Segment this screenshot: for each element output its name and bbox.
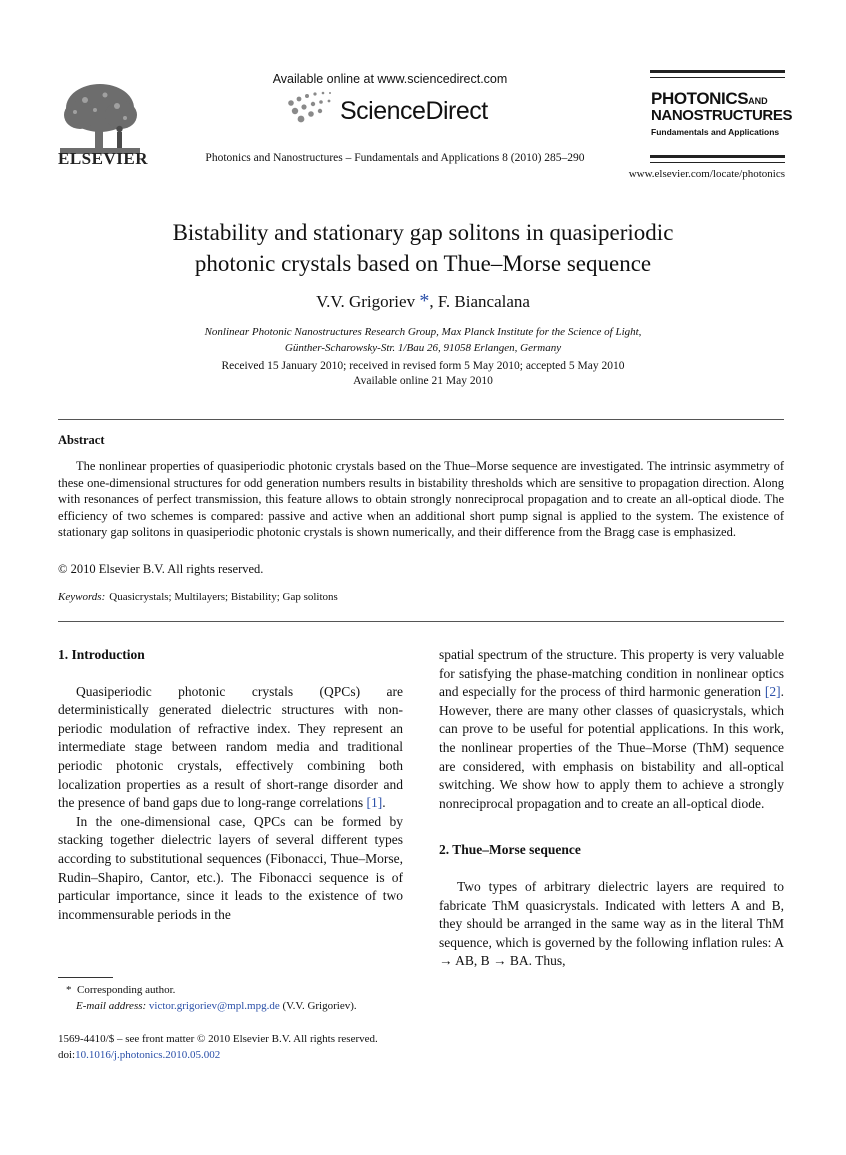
author-name: V.V. Grigoriev <box>316 292 416 311</box>
journal-citation: Photonics and Nanostructures – Fundamentals and Applications 8 (2010) 285–290 <box>205 152 585 164</box>
abstract-heading: Abstract <box>58 433 105 447</box>
email-link[interactable]: victor.grigoriev@mpl.mpg.de <box>148 999 280 1012</box>
keywords: Keywords: Quasicrystals; Multilayers; Bistability; Gap solitons <box>58 591 338 603</box>
journal-logo-rule <box>650 77 785 78</box>
journal-logo-rule <box>650 70 785 73</box>
author-list: V.V. Grigoriev *, F. Biancalana <box>316 290 530 312</box>
right-column <box>439 646 784 971</box>
abstract-body: The nonlinear properties of quasiperiodic photonic crystals based on the Thue–Morse sequence are investigated. The intrinsic asymmetry of these one-dimensional structures for odd generation numbers results in bistability thresholds which are sensitive to propagation direction. Along with resonances of perfect transmission, this feature allows to obtain strongly nonreciprocal propagation and to create an all-optical diode. The efficiency of two schemes is compared: passive and active when an additional short pump signal is applied to the system. The existence of stationary gap solitons in quasiperiodic photonic crystals is shown numerically, and their difference from the Bragg case is emphasized. <box>58 459 784 540</box>
author-name: F. Biancalana <box>437 292 530 311</box>
journal-logo-rule <box>650 155 785 158</box>
journal-logo-line1: PHOTONICSAND <box>651 89 768 108</box>
corresponding-author-marker[interactable]: * <box>419 290 430 312</box>
journal-logo-rule <box>650 162 785 163</box>
paragraph: In the one-dimensional case, QPCs can be formed by stacking together dielectric layers of several different types according to substitutional sequences (Fibonacci, Thue–Morse, Rudin–Shapiro, Cantor, etc.). The Fibonacci sequence is of particular importance, since it leads to the existence of two incommensurable periods in the <box>58 813 403 922</box>
journal-url-link[interactable]: www.elsevier.com/locate/photonics <box>628 168 785 180</box>
sciencedirect-dots-icon <box>285 89 337 125</box>
footnote-divider <box>58 977 113 978</box>
page-footer: 1569-4410/$ – see front matter © 2010 Elsevier B.V. All rights reserved. doi:10.1016/j.photonics.2010.05.002 <box>58 1033 378 1061</box>
article-dates: Received 15 January 2010; received in revised form 5 May 2010; accepted 5 May 2010 Available online 21 May 2010 <box>221 360 625 387</box>
publisher-logo-text: ELSEVIER <box>58 149 148 168</box>
divider <box>58 621 784 622</box>
article-title: Bistability and stationary gap solitons in quasiperiodic photonic crystals based on Thue–Morse sequence <box>172 220 674 276</box>
footnote: * Corresponding author. E-mail address: victor.grigoriev@mpl.mpg.de (V.V. Grigoriev). <box>66 984 357 1012</box>
paragraph: Two types of arbitrary dielectric layers are required to fabricate ThM quasicrystals. Indicated with letters A and B, they should be arranged in the same way as in the literal ThM sequence, which is governed by the following inflation rules: A → AB, B → BA. Thus, <box>439 878 784 969</box>
available-online-link[interactable]: Available online at www.sciencedirect.com <box>272 72 508 86</box>
paragraph: Quasiperiodic photonic crystals (QPCs) are deterministically generated dielectric structures with non-periodic modulation of refractive index. They represent an intermediate stage between random media and traditional periodic photonic crystals, effectively combining both localization properties as a result of short-range disorder and the presence of band gaps due to long-range correlations [1]. <box>58 683 403 811</box>
doi-link[interactable]: 10.1016/j.photonics.2010.05.002 <box>75 1048 221 1061</box>
divider <box>58 419 784 420</box>
journal-logo-subtitle: Fundamentals and Applications <box>651 127 780 137</box>
section-heading: 2. Thue–Morse sequence <box>439 842 581 858</box>
left-column <box>58 646 403 924</box>
journal-logo-line2: NANOSTRUCTURES <box>651 107 793 124</box>
section-heading: 1. Introduction <box>58 647 145 662</box>
affiliation: Nonlinear Photonic Nanostructures Research Group, Max Planck Institute for the Science of Light, Günther-Scharowsky-Str. 1/Bau 26, 91058 Erlangen, Germany <box>204 326 642 354</box>
sciencedirect-logo[interactable]: ScienceDirect <box>340 97 488 125</box>
citation-link[interactable]: [1] <box>366 795 383 811</box>
copyright-notice: © 2010 Elsevier B.V. All rights reserved. <box>58 562 264 576</box>
citation-link[interactable]: [2] <box>764 684 781 700</box>
paragraph: spatial spectrum of the structure. This property is very valuable for satisfying the phase-matching condition in nonlinear optics and especially for the process of third harmonic generation [2]. However, there are many other classes of quasicrystals, which can prove to be useful for potential applications. In this work, the nonlinear properties of the Thue–Morse (ThM) sequence are considered, with emphasis on bistability and all-optical switching. We show how to apply them to achieve a strongly nonreciprocal propagation and to create an all-optical diode. <box>439 647 784 811</box>
